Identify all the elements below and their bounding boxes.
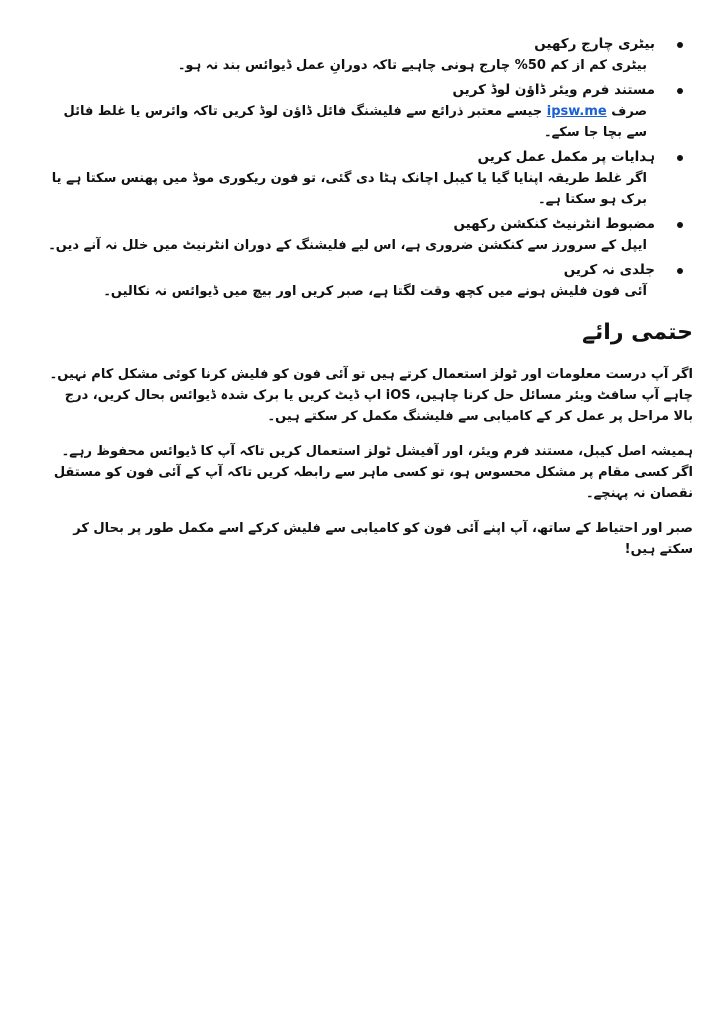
- ipsw-link[interactable]: ipsw.me: [546, 104, 607, 119]
- paragraph: [44, 364, 693, 427]
- tip-title: جلدی نہ کریں: [563, 262, 655, 278]
- paragraph-text: اپ ڈیٹ کریں یا برک شدہ ڈیوائس بحال کریں، درج بالا مراحل پر عمل کر کے کامیابی سے فلیشنگ مکمل کر سکتے ہیں۔: [64, 388, 693, 424]
- tip-description: بیٹری کم از کم 50% چارج ہونی چاہیے تاکہ دورانِ عمل ڈیوائس بند نہ ہو۔: [177, 58, 647, 73]
- bullet-icon: [677, 222, 683, 228]
- tip-title: ہدایات پر مکمل عمل کریں: [477, 149, 655, 165]
- paragraph: صبر اور احتیاط کے ساتھ، آپ اپنے آئی فون کو کامیابی سے فلیش کرکے اسے مکمل طور پر بحال کر سکتے ہیں!: [73, 521, 693, 557]
- tip-description: [44, 101, 647, 143]
- paragraph: ہمیشہ اصل کیبل، مستند فرم ویئر، اور آفیشل ٹولز استعمال کریں تاکہ آپ کا ڈیوائس محفوظ رہے۔ اگر کسی مقام پر مشکل محسوس ہو، تو کسی ماہر سے رابطہ کریں تاکہ آپ کے آئی فون کو مستقل نقصان نہ پہنچے۔: [53, 444, 693, 501]
- list-item: [44, 214, 693, 256]
- list-item: [44, 34, 693, 76]
- ios-term: iOS: [385, 388, 411, 403]
- tip-desc-before-link: صرف: [611, 104, 647, 119]
- section-heading: حتمی رائے: [582, 320, 693, 345]
- tip-title: مستند فرم ویئر ڈاؤن لوڈ کریں: [452, 82, 655, 98]
- tip-desc-after-link: جیسے معتبر ذرائع سے فلیشنگ فائل ڈاؤن لوڈ کریں تاکہ وائرس یا غلط فائل سے بچا جا سکے۔: [63, 104, 647, 140]
- list-item: [44, 147, 693, 210]
- tip-title: بیٹری چارج رکھیں: [534, 36, 655, 52]
- tip-title: مضبوط انٹرنیٹ کنکشن رکھیں: [453, 216, 655, 232]
- bullet-icon: [677, 88, 683, 94]
- bullet-icon: [677, 155, 683, 161]
- tips-list: [44, 34, 693, 302]
- bullet-icon: [677, 268, 683, 274]
- paragraph-text: اگر آپ درست معلومات اور ٹولز استعمال کرتے ہیں تو آئی فون کو فلیش کرنا کوئی مشکل کام نہیں۔ چاہے آپ سافٹ ویئر مسائل حل کرنا چاہیں،: [49, 367, 693, 403]
- tip-description: آئی فون فلیش ہونے میں کچھ وقت لگتا ہے، صبر کریں اور بیچ میں ڈیوائس نہ نکالیں۔: [103, 284, 647, 299]
- tip-description: ایپل کے سرورز سے کنکشن ضروری ہے، اس لیے فلیشنگ کے دوران انٹرنیٹ میں خلل نہ آنے دیں۔: [48, 238, 647, 253]
- tip-description: اگر غلط طریقہ اپنایا گیا یا کیبل اچانک ہٹا دی گئی، تو فون ریکوری موڈ میں پھنس سکتا ہے یا برک ہو سکتا ہے۔: [51, 171, 647, 207]
- list-item: [44, 80, 693, 143]
- bullet-icon: [677, 42, 683, 48]
- list-item: [44, 260, 693, 302]
